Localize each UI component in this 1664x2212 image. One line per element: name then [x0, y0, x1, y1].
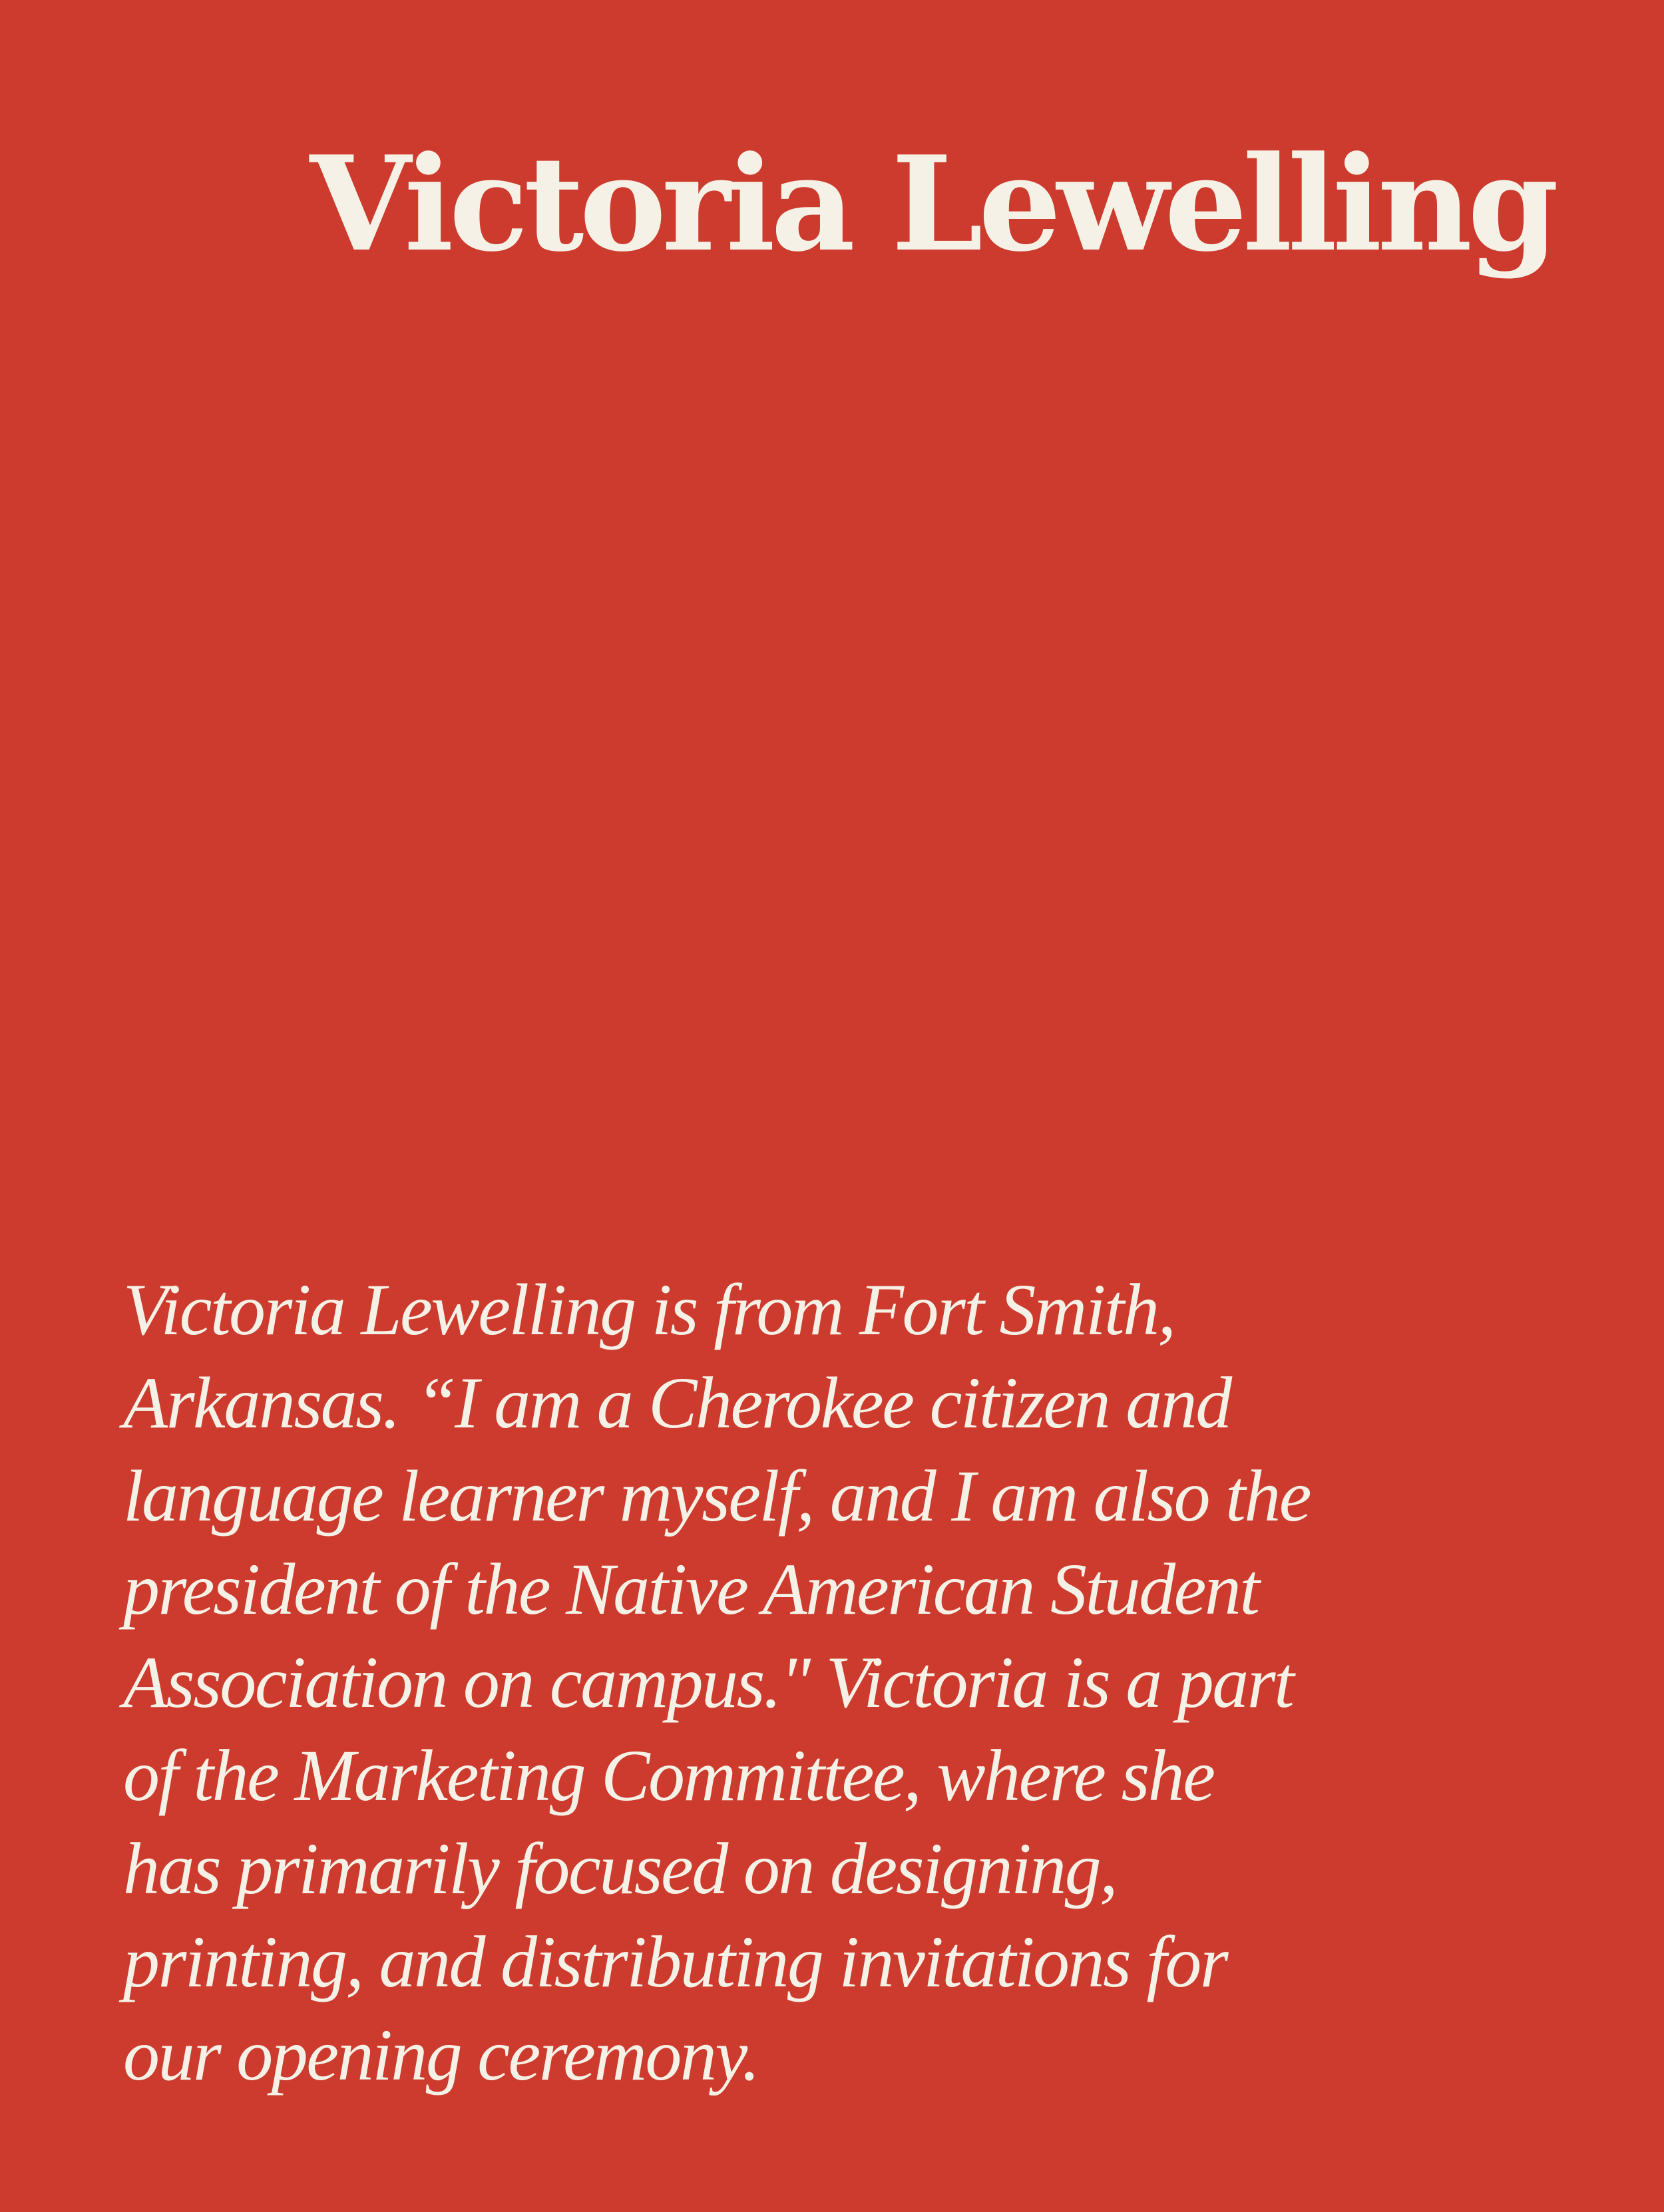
- bio-line: language learner myself, and I am also the: [123, 1455, 1311, 1537]
- bio-line: printing, and distributing invitations for: [123, 1921, 1227, 2002]
- profile-name-heading: Victoria Lewelling: [310, 128, 1554, 281]
- bio-line: has primarily focused on designing,: [123, 1828, 1117, 1909]
- bio-line: of the Marketing Committee, where she: [123, 1735, 1214, 1816]
- bio-line: president of the Native American Student: [123, 1549, 1259, 1630]
- bio-line: Arkansas. “I am a Cherokee citizen and: [123, 1362, 1231, 1443]
- bio-line: our opening ceremony.: [123, 2014, 759, 2096]
- profile-bio: [123, 1263, 1311, 2102]
- bio-line: Victoria Lewelling is from Fort Smith,: [123, 1269, 1175, 1350]
- bio-line: Association on campus." Victoria is a part: [123, 1642, 1293, 1723]
